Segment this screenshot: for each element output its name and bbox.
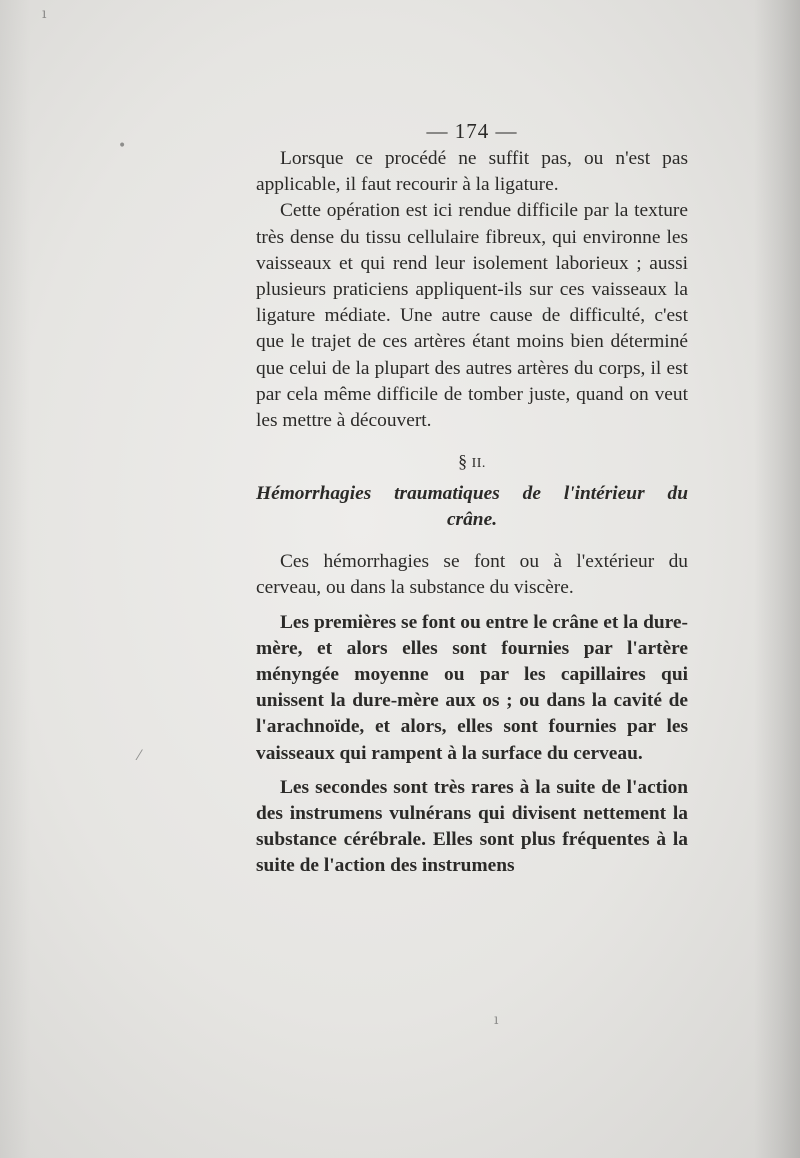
section-mark: § [458, 451, 468, 472]
section-heading-number [256, 448, 688, 477]
section-number: II. [471, 456, 486, 472]
paragraph: Lorsque ce procédé ne suffit pas, ou n'est pas applicable, il faut recourir à la ligature. [256, 148, 688, 196]
section-title: Hémorrhagies traumatiques de l'intérieur du crâne. [256, 483, 688, 531]
paper-speck: ı [42, 6, 47, 22]
paragraph: Ces hémorrhagies se font ou à l'extérieur du cerveau, ou dans la substance du viscère. [256, 551, 688, 599]
paper-speck: ⁄ [138, 748, 141, 764]
paragraph: Les secondes sont très rares à la suite de l'action des instrumens vulnérans qui divisent nettement la substance cérébrale. Elles sont plus fréquentes à la suite de l'action des instrumens [256, 776, 688, 877]
paragraph: Les premières se font ou entre le crâne et la dure-mère, et alors elles sont fournies par l'artère ményngée moyenne ou par les capillaires qui unissent la dure-mère aux os ; ou dans la cavité de l'arachnoïde, et alors, elles sont fournies par les vaisseaux qui rampent à la surface du cerveau. [256, 611, 688, 764]
page-edge-shadow [754, 0, 800, 1158]
paragraph: Cette opération est ici rendue difficile par la texture très dense du tissu cellulaire fibreux, qui environne les vaisseaux et qui rend leur isolement laborieux ; aussi plusieurs praticiens appliquent-ils sur ces vaisseaux la ligature médiate. Une autre cause de difficulté, c'est que le trajet de ces artères étant moins bien déterminé que celui de la plupart des autres artères du corps, il est par cela même difficile de tomber juste, quand on veut les mettre à découvert. [256, 200, 688, 432]
page-text [256, 118, 688, 880]
paper-speck: ı [494, 1012, 499, 1028]
paper-speck: • [118, 138, 127, 154]
page-number: — 174 — [426, 119, 518, 143]
page-left-shadow [0, 0, 30, 1158]
